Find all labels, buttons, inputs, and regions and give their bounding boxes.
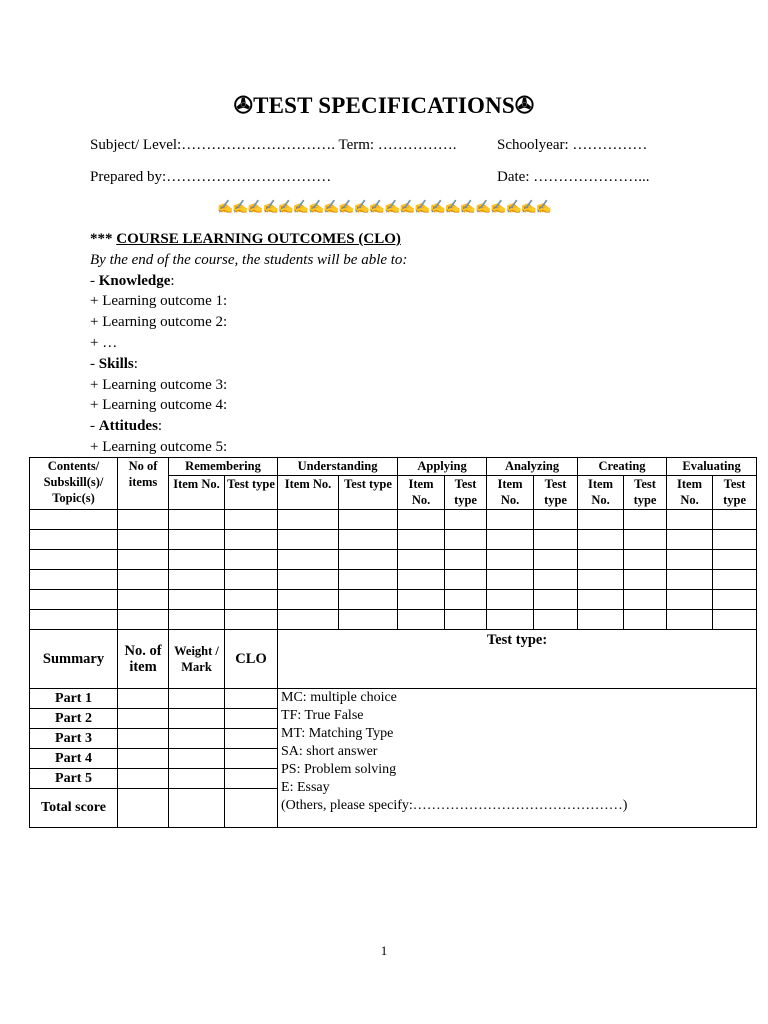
table-cell[interactable] [713, 510, 757, 530]
header-analyzing: Analyzing [487, 458, 578, 476]
table-cell[interactable] [30, 510, 118, 530]
subheader-test-type: Test type [339, 476, 398, 510]
legend-item: MC: multiple choice [281, 690, 397, 705]
learning-outcome-5[interactable]: + Learning outcome 5: [90, 438, 228, 455]
table-cell[interactable] [30, 530, 118, 550]
table-cell[interactable] [713, 610, 757, 630]
table-cell[interactable] [578, 570, 624, 590]
table-cell[interactable] [278, 590, 339, 610]
part-5-label: Part 5 [30, 769, 118, 789]
table-cell[interactable] [225, 689, 278, 709]
total-score-label: Total score [30, 789, 118, 828]
table-cell[interactable] [534, 590, 578, 610]
table-cell[interactable] [487, 550, 534, 570]
table-cell[interactable] [118, 570, 169, 590]
table-cell[interactable] [169, 769, 225, 789]
separator-pencil-icons: ✍✍✍✍✍✍✍✍✍✍✍✍✍✍✍✍✍✍✍✍✍✍ [216, 199, 552, 214]
table-row [30, 550, 757, 570]
table-cell[interactable] [667, 550, 713, 570]
table-cell[interactable] [398, 550, 445, 570]
knowledge-label [90, 271, 407, 292]
table-cell[interactable] [398, 530, 445, 550]
table-cell[interactable] [118, 789, 169, 828]
table-cell[interactable] [713, 530, 757, 550]
header-evaluating: Evaluating [667, 458, 757, 476]
learning-outcome-1[interactable]: + Learning outcome 1: [90, 293, 228, 310]
table-cell[interactable] [624, 610, 667, 630]
table-cell[interactable] [578, 550, 624, 570]
page-number: 1 [380, 943, 388, 958]
table-cell[interactable] [278, 530, 339, 550]
table-cell[interactable] [118, 709, 169, 729]
subheader-test-type: Test type [534, 476, 578, 510]
subheader-test-type: Test type [225, 476, 278, 510]
table-cell[interactable] [278, 550, 339, 570]
table-cell[interactable] [225, 610, 278, 630]
table-cell[interactable] [118, 610, 169, 630]
table-cell[interactable] [578, 510, 624, 530]
subheader-item-no: Item No. [667, 476, 713, 510]
legend-item: PS: Problem solving [281, 762, 397, 777]
part-4-label: Part 4 [30, 749, 118, 769]
subheader-test-type: Test type [624, 476, 667, 510]
knowledge-prefix: - [90, 272, 99, 289]
table-cell[interactable] [225, 530, 278, 550]
table-cell[interactable] [624, 570, 667, 590]
attitudes-suffix: : [157, 418, 163, 435]
test-type-header: Test type: [278, 630, 757, 689]
header-applying: Applying [398, 458, 487, 476]
table-cell[interactable] [169, 789, 225, 828]
table-cell[interactable] [225, 729, 278, 749]
table-cell[interactable] [169, 590, 225, 610]
table-cell[interactable] [624, 510, 667, 530]
attitudes-label [90, 416, 407, 437]
table-cell[interactable] [118, 729, 169, 749]
table-cell[interactable] [487, 590, 534, 610]
clo-stars: *** [90, 231, 117, 247]
knowledge-suffix: : [170, 272, 175, 289]
table-cell[interactable] [339, 530, 398, 550]
table-cell[interactable] [118, 769, 169, 789]
table-cell[interactable] [118, 550, 169, 570]
summary-clo: CLO [225, 630, 278, 689]
table-cell[interactable] [445, 570, 487, 590]
table-cell[interactable] [534, 550, 578, 570]
table-cell[interactable] [30, 610, 118, 630]
table-cell[interactable] [445, 610, 487, 630]
subheader-item-no: Item No. [278, 476, 339, 510]
table-row [30, 570, 757, 590]
legend-item: E: Essay [281, 780, 330, 795]
subheader-item-no: Item No. [578, 476, 624, 510]
legend-others-specify[interactable]: (Others, please specify:………………………………………) [281, 798, 628, 813]
date-field[interactable]: Date: …………………... [497, 169, 650, 185]
test-type-legend [278, 689, 757, 828]
table-cell[interactable] [487, 610, 534, 630]
clo-section [90, 229, 407, 458]
table-cell[interactable] [225, 769, 278, 789]
table-cell[interactable] [118, 530, 169, 550]
table-cell[interactable] [578, 530, 624, 550]
table-cell[interactable] [118, 749, 169, 769]
learning-outcome-more[interactable]: + … [90, 334, 118, 351]
table-row [30, 610, 757, 630]
table-cell[interactable] [30, 570, 118, 590]
knowledge-text: Knowledge [98, 272, 171, 289]
header-contents: Contents/ Subskill(s)/ Topic(s) [30, 458, 118, 510]
table-cell[interactable] [534, 510, 578, 530]
learning-outcome-2[interactable]: + Learning outcome 2: [90, 314, 228, 331]
learning-outcome-3[interactable]: + Learning outcome 3: [90, 376, 228, 393]
table-cell[interactable] [445, 530, 487, 550]
page-title: ✇TEST SPECIFICATIONS✇ [233, 93, 535, 118]
table-cell[interactable] [445, 550, 487, 570]
table-cell[interactable] [398, 510, 445, 530]
table-cell[interactable] [667, 590, 713, 610]
table-cell[interactable] [225, 789, 278, 828]
table-cell[interactable] [578, 590, 624, 610]
table-cell[interactable] [169, 570, 225, 590]
skills-text: Skills [98, 355, 134, 372]
table-cell[interactable] [713, 570, 757, 590]
table-cell[interactable] [225, 590, 278, 610]
table-cell[interactable] [30, 590, 118, 610]
table-cell[interactable] [398, 610, 445, 630]
table-cell[interactable] [225, 550, 278, 570]
subheader-test-type: Test type [713, 476, 757, 510]
table-cell[interactable] [30, 550, 118, 570]
summary-label: Summary [30, 630, 118, 689]
table-cell[interactable] [713, 550, 757, 570]
learning-outcome-4[interactable]: + Learning outcome 4: [90, 397, 228, 414]
schoolyear-field[interactable]: Schoolyear: …………… [497, 137, 648, 153]
table-row [30, 590, 757, 610]
table-cell[interactable] [225, 570, 278, 590]
table-cell[interactable] [169, 550, 225, 570]
table-cell[interactable] [118, 590, 169, 610]
table-cell[interactable] [169, 729, 225, 749]
table-cell[interactable] [534, 570, 578, 590]
test-specification-table [29, 457, 757, 828]
table-cell[interactable] [667, 510, 713, 530]
table-cell[interactable] [225, 749, 278, 769]
table-cell[interactable] [624, 590, 667, 610]
table-cell[interactable] [169, 709, 225, 729]
clo-heading-text: COURSE LEARNING OUTCOMES (CLO) [116, 231, 401, 247]
header-creating: Creating [578, 458, 667, 476]
table-cell[interactable] [118, 510, 169, 530]
table-cell[interactable] [534, 530, 578, 550]
subject-level-field[interactable]: Subject/ Level:…………………………. Term: ……………. [90, 137, 457, 153]
table-cell[interactable] [667, 530, 713, 550]
table-cell[interactable] [225, 709, 278, 729]
table-cell[interactable] [339, 570, 398, 590]
part-2-label: Part 2 [30, 709, 118, 729]
table-cell[interactable] [278, 610, 339, 630]
legend-item: SA: short answer [281, 744, 378, 759]
legend-item: MT: Matching Type [281, 726, 394, 741]
table-cell[interactable] [487, 510, 534, 530]
subheader-test-type: Test type [445, 476, 487, 510]
subheader-item-no: Item No. [169, 476, 225, 510]
table-cell[interactable] [118, 689, 169, 709]
table-cell[interactable] [667, 570, 713, 590]
skills-prefix: - [90, 355, 99, 372]
clo-heading [90, 229, 407, 250]
part-1-label: Part 1 [30, 689, 118, 709]
table-cell[interactable] [169, 610, 225, 630]
summary-weight-mark: Weight / Mark [169, 630, 225, 689]
attitudes-text: Attitudes [98, 418, 158, 435]
skills-label [90, 354, 407, 375]
legend-item: TF: True False [281, 708, 364, 723]
table-cell[interactable] [713, 590, 757, 610]
table-cell[interactable] [487, 530, 534, 550]
table-cell[interactable] [339, 510, 398, 530]
table-cell[interactable] [667, 610, 713, 630]
table-row [30, 530, 757, 550]
attitudes-prefix: - [90, 418, 99, 435]
prepared-by-field[interactable]: Prepared by:…………………………… [90, 169, 332, 185]
table-cell[interactable] [278, 570, 339, 590]
header-no-of-items: No of items [118, 458, 169, 510]
clo-intro: By the end of the course, the students will be able to: [90, 251, 408, 268]
table-cell[interactable] [169, 510, 225, 530]
table-cell[interactable] [398, 570, 445, 590]
summary-no-of-item: No. of item [118, 630, 169, 689]
table-cell[interactable] [624, 530, 667, 550]
table-cell[interactable] [339, 610, 398, 630]
table-row [30, 510, 757, 530]
table-cell[interactable] [624, 550, 667, 570]
table-cell[interactable] [487, 570, 534, 590]
header-remembering: Remembering [169, 458, 278, 476]
subheader-item-no: Item No. [398, 476, 445, 510]
table-cell[interactable] [534, 610, 578, 630]
table-cell[interactable] [398, 590, 445, 610]
table-cell[interactable] [169, 689, 225, 709]
table-cell[interactable] [445, 590, 487, 610]
skills-suffix: : [133, 355, 138, 372]
table-cell[interactable] [169, 749, 225, 769]
table-cell[interactable] [225, 510, 278, 530]
table-cell[interactable] [278, 510, 339, 530]
header-understanding: Understanding [278, 458, 398, 476]
table-cell[interactable] [339, 550, 398, 570]
subheader-item-no: Item No. [487, 476, 534, 510]
table-cell[interactable] [169, 530, 225, 550]
table-cell[interactable] [445, 510, 487, 530]
part-3-label: Part 3 [30, 729, 118, 749]
table-cell[interactable] [339, 590, 398, 610]
table-cell[interactable] [578, 610, 624, 630]
